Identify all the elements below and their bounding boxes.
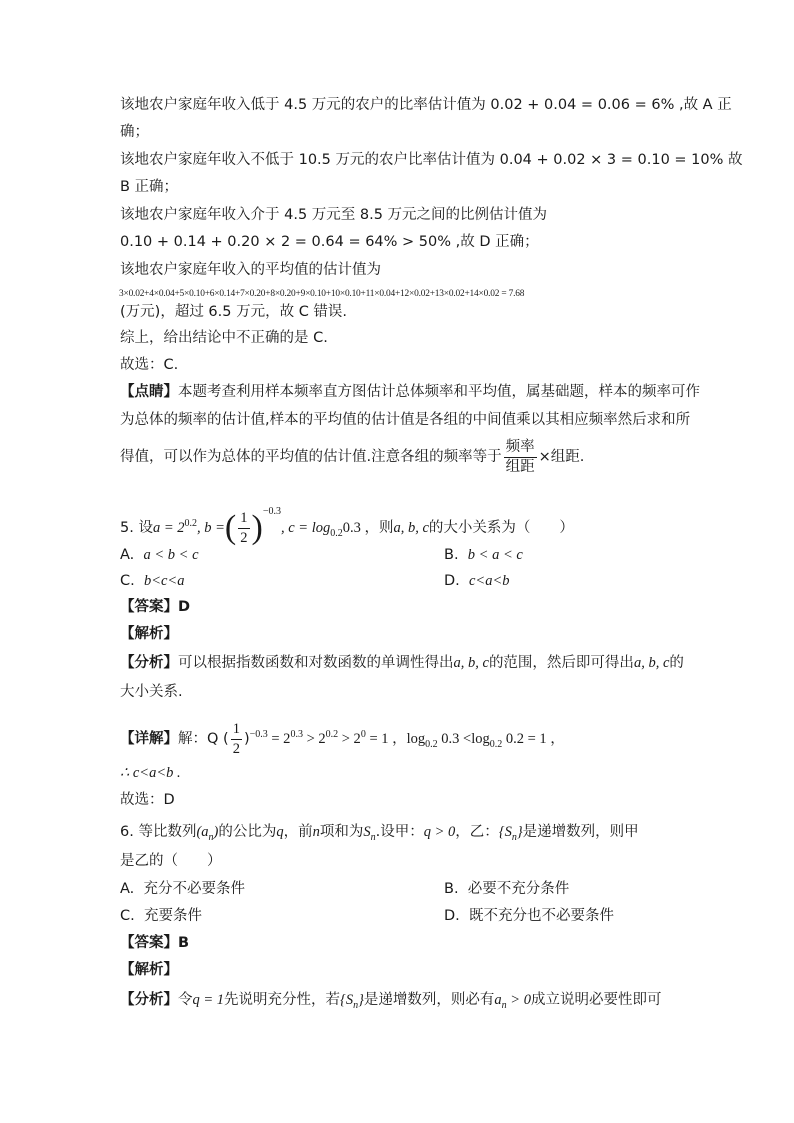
fraction-denominator: 2	[240, 529, 248, 546]
option-label: A.	[120, 881, 135, 897]
text-span: 令	[178, 992, 193, 1008]
q5-select: 故选：D	[120, 792, 175, 808]
text-line: 该地农户家庭年收入的平均值的估计值为	[120, 262, 381, 278]
text-line: 为总体的频率的估计值,样本的平均值的估计值是各组的中间值乘以其相应频率然后求和所	[120, 412, 691, 428]
math-span: a, b, c	[633, 655, 670, 671]
q5-option-d	[444, 571, 510, 591]
analysis-tag: 【分析】	[120, 992, 178, 1008]
formula-line: 3×0.02+4×0.04+5×0.10+6×0.14+7×0.20+8×0.20+9×0.10+10×0.10+11×0.04+12×0.02+13×0.02+14×0.02 = 7.68	[119, 289, 525, 299]
option-text: 既不充分也不必要条件	[469, 908, 614, 924]
math-span: (a	[196, 824, 209, 840]
math-span: q > 0	[423, 824, 456, 840]
option-label: B.	[444, 881, 459, 897]
q5-analysis-heading: 【解析】	[120, 626, 178, 642]
text-line: 该地农户家庭年收入不低于 10.5 万元的农户比率估计值为 0.04 + 0.02 × 3 = 0.10 = 10% 故	[120, 152, 743, 168]
text-line	[120, 440, 584, 474]
math-span: a = 2	[152, 520, 185, 536]
q5-option-b	[444, 545, 523, 565]
fraction-numerator: 1	[238, 511, 249, 529]
text-span: )	[243, 731, 250, 747]
q6-analysis-heading: 【解析】	[120, 962, 178, 978]
q6-answer: 【答案】B	[120, 935, 190, 951]
detail-tag: 【详解】	[120, 731, 178, 747]
text-span: 的大小关系为（ ）	[428, 520, 574, 536]
text-span: 解：Q (	[178, 731, 229, 747]
option-text: 充要条件	[143, 908, 202, 924]
subscript: n	[370, 831, 376, 843]
subscript: 0.2	[330, 527, 343, 539]
text-span: 的范围，然后即可得出	[488, 655, 634, 671]
text-span: 是递增数列，则甲	[522, 824, 639, 840]
option-text: 充分不必要条件	[143, 881, 245, 897]
text-line: 故选：C.	[120, 357, 179, 373]
math-span: a, b, c	[393, 520, 429, 536]
math-span: S	[363, 824, 371, 840]
note-line	[120, 382, 700, 402]
text-span: 可以根据指数函数和对数函数的单调性得出	[178, 655, 454, 671]
text-line: 该地农户家庭年收入介于 4.5 万元至 8.5 万元之间的比例估计值为	[120, 207, 548, 223]
math-span: 0.3 ，则	[342, 520, 394, 536]
option-label: C.	[120, 573, 135, 589]
math-span: , b =	[197, 520, 225, 536]
subscript: 0.2	[425, 738, 438, 750]
math-span: = 1 ，log	[365, 731, 426, 747]
q6-option-b	[444, 879, 569, 899]
option-label: B.	[444, 547, 459, 563]
math-span: > 2	[302, 731, 326, 747]
math-span: 0.2 = 1 ，	[502, 731, 565, 747]
exponent: 0.2	[184, 518, 197, 530]
text-span: 项和为	[319, 824, 364, 840]
exponent: −0.3	[249, 729, 268, 741]
text-line: 是乙的（ ）	[120, 853, 222, 869]
text-line: B 正确；	[120, 179, 179, 195]
text-span: 6. 等比数列	[120, 824, 197, 840]
fraction-denominator: 2	[232, 740, 240, 757]
math-span: )	[213, 824, 219, 840]
math-span: n	[312, 824, 320, 840]
text-line: 大小关系.	[120, 684, 183, 700]
exponent: 0.3	[290, 729, 303, 741]
math-span: {S	[498, 824, 512, 840]
paren: )	[251, 509, 263, 546]
text-line: 0.10 + 0.14 + 0.20 × 2 = 0.64 = 64% > 50% ,故 D 正确；	[120, 234, 539, 250]
option-text: c<a<b	[469, 573, 510, 589]
fraction-numerator: 1	[231, 722, 242, 740]
option-label: A.	[120, 547, 135, 563]
q5-answer: 【答案】D	[120, 599, 191, 615]
question-5-stem	[120, 502, 574, 545]
exponent: 0.2	[325, 729, 339, 741]
q6-analysis-line	[120, 990, 661, 1016]
text-span: 5. 设	[120, 520, 153, 536]
math-span: > 0	[506, 992, 531, 1008]
text-span: 得值，可以作为总体的平均值的估计值.注意各组的频率等于	[120, 449, 502, 465]
q5-option-c	[120, 571, 184, 591]
math-span: 0.3 <log	[437, 731, 490, 747]
text-line: 综上，给出结论中不正确的是 C.	[120, 330, 328, 346]
math-span: a	[494, 992, 502, 1008]
text-span: 成立说明必要性即可	[530, 992, 662, 1008]
note-tag: 【点睛】	[120, 384, 178, 400]
math-span: a, b, c	[453, 655, 489, 671]
text-span: 先说明充分性，若	[224, 992, 341, 1008]
q5-option-a	[120, 545, 199, 565]
option-label: C.	[120, 908, 135, 924]
math-span: , c = log	[280, 520, 331, 536]
text-line: 确；	[120, 124, 149, 140]
math-span: q = 1	[192, 992, 225, 1008]
text-span: .设甲：	[375, 824, 424, 840]
text-span: 的公比为	[218, 824, 277, 840]
math-span: }	[516, 824, 523, 840]
exponent: −0.3	[262, 506, 281, 517]
q6-option-d	[444, 906, 614, 926]
q6-option-a	[120, 879, 245, 899]
fraction	[238, 511, 249, 545]
q5-conclusion: ∴ c<a<b .	[120, 765, 181, 781]
option-text: b < a < c	[467, 547, 523, 563]
note-text: 本题考查利用样本频率直方图估计总体频率和平均值，属基础题，样本的频率可作	[178, 384, 700, 400]
text-line: 该地农户家庭年收入低于 4.5 万元的农户的比率估计值为 0.02 + 0.04 = 0.06 = 6% ,故 A 正	[120, 97, 732, 113]
option-label: D.	[444, 908, 460, 924]
math-span: }	[358, 992, 364, 1008]
subscript: n	[353, 999, 359, 1011]
fraction	[504, 440, 537, 474]
text-span: ，前	[283, 824, 313, 840]
text-span: ，乙：	[455, 824, 499, 840]
question-6-stem	[120, 822, 639, 848]
subscript: n	[511, 831, 517, 843]
q6-option-c	[120, 906, 202, 926]
fraction	[231, 722, 242, 756]
option-text: 必要不充分条件	[467, 881, 570, 897]
exponent: 0	[360, 729, 366, 741]
paren: (	[224, 509, 237, 546]
q5-detail-line	[120, 722, 565, 756]
subscript: n	[501, 999, 507, 1011]
math-span: {S	[340, 992, 354, 1008]
option-text: a < b < c	[143, 547, 199, 563]
option-text: b<c<a	[143, 573, 185, 589]
text-span: 的	[669, 655, 684, 671]
option-label: D.	[444, 573, 460, 589]
fraction-denominator: 组距	[505, 458, 535, 475]
analysis-tag: 【分析】	[120, 655, 178, 671]
math-span: > 2	[338, 731, 361, 747]
math-span: q	[276, 824, 284, 840]
q5-analysis-line	[120, 653, 684, 673]
text-span: 是递增数列，则必有	[363, 992, 495, 1008]
fraction-numerator: 频率	[504, 440, 537, 458]
subscript: 0.2	[489, 738, 503, 750]
math-span: = 2	[267, 731, 291, 747]
text-span: ×组距.	[538, 449, 585, 465]
subscript: n	[208, 831, 214, 843]
text-line: (万元)，超过 6.5 万元，故 C 错误.	[120, 304, 348, 320]
